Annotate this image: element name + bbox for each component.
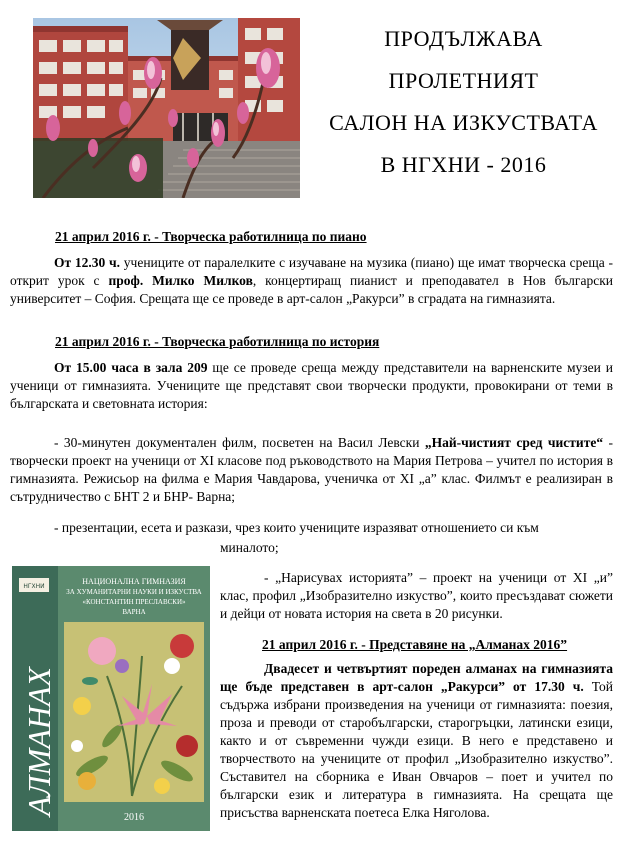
section-history-text [10, 359, 613, 413]
history-text-a: ще се проведе среща между представители на варненските музеи и ученици от гимназията. Учениците ще представят свои творчески продукти, провокирани от теми в българската и световната история: [10, 360, 613, 411]
history-item-film [10, 434, 613, 506]
history-time: От 15.00 часа в зала 209 [54, 360, 208, 375]
headline-line-4: В НГХНИ - 2016 [380, 152, 547, 177]
film-text-b: - творчески проект на ученици от XI класове под ръководството на Мария Петрова – учител по история в гимназията. Режисьор на филма е Мария Чавдарова, ученичка от XI „а” клас. Филмът е реализиран в сътрудничество с БНТ 2 и БНР- Варна; [10, 435, 614, 504]
section-almanac-heading: 21 април 2016 г. - Представяне на „Алманах 2016” [262, 637, 568, 652]
headline-line-2: ПРОЛЕТНИЯТ [388, 68, 539, 93]
cover-line-1: НАЦИОНАЛНА ГИМНАЗИЯ [82, 577, 186, 586]
piano-text-b: , концертиращ пианист и преподавател в Нов български университет – София. Срещата ще се проведе в арт-салон „Ракурси” в сградата на гимназията. [10, 273, 613, 306]
almanac-cover [12, 566, 210, 831]
almanac-text: Той съдържа избрани произведения на ученици от гимназията: поезия, проза и преводи от старобългарски, старогръцки, латински езици, както и от съвременни чужди езици. В него е представено и творчеството на учениците от профил „Изобразително изкуство”. Съставител на сборника е Иван Овчаров – поет и учител по български език и литература в гимназията. На срещата ще присъства варненската поетеса Елка Няголова. [220, 679, 613, 820]
section-piano-heading: 21 април 2016 г. - Творческа работилница по пиано [55, 229, 367, 244]
headline [300, 18, 627, 186]
cover-line-4: ВАРНА [122, 608, 146, 616]
cover-spine-title: АЛМАНАХ [21, 667, 57, 816]
school-building-photo [33, 18, 300, 198]
almanac-bold-text: Двадесет и четвъртият пореден алманах на гимназията ще бъде представен в арт-салон „Ракурси” от 17.30 ч. [220, 661, 613, 694]
section-history-heading: 21 април 2016 г. - Творческа работилница по история [55, 334, 380, 349]
history-item-presentations: - презентации, есета и разкази, чрез които учениците изразяват отношението си към [54, 520, 539, 535]
headline-line-1: ПРОДЪЛЖАВА [384, 26, 543, 51]
hummingbird-icon [82, 677, 98, 685]
cover-line-2: ЗА ХУМАНИТАРНИ НАУКИ И ИЗКУСТВА [66, 588, 202, 596]
headline-line-3: САЛОН НА ИЗКУСТВАТА [329, 110, 598, 135]
section-almanac-text [220, 660, 613, 822]
history-item-presentations-cont: миналото; [220, 540, 279, 555]
logo-text: НГХНИ [23, 583, 45, 590]
cover-year: 2016 [124, 812, 144, 823]
piano-time: От 12.30 ч. [54, 255, 121, 270]
section-piano-text [10, 254, 613, 308]
film-title: „Най-чистият сред чистите“ [424, 435, 604, 450]
history-item-drawings: - „Нарисувах историята” – проект на ученици от XI „и” клас, профил „Изобразително изкуство”, които пресъздават сюжети и дейци от новата история на света в 20 рисунки. [220, 570, 613, 621]
film-text-a: - 30-минутен документален филм, посветен на Васил Левски [54, 435, 425, 450]
piano-text-a: учениците от паралелките с изучаване на музика (пиано) ще имат творческа среща - открит урок с [10, 255, 614, 288]
cover-line-3: «КОНСТАНТИН ПРЕСЛАВСКИ» [82, 598, 186, 606]
piano-lecturer-name: проф. Милко Милков [108, 273, 253, 288]
